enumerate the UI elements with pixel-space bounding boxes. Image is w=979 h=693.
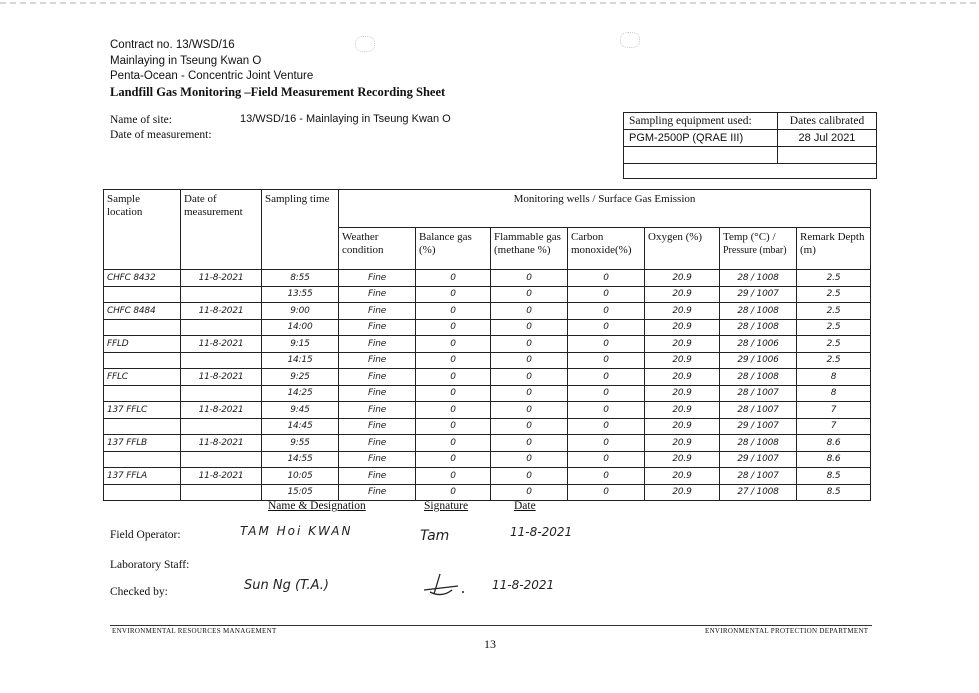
cell-weather: Fine <box>339 484 416 501</box>
cell-temp-pressure: 29 / 1007 <box>720 418 797 435</box>
cell-oxygen: 20.9 <box>645 286 720 303</box>
lab-staff-label: Laboratory Staff: <box>110 559 190 571</box>
table-row <box>104 435 871 452</box>
cell-temp-pressure: 28 / 1008 <box>720 319 797 336</box>
cell-remark-depth: 8.6 <box>797 451 871 468</box>
cell-weather: Fine <box>339 435 416 452</box>
col-temp-pressure <box>720 228 797 270</box>
cell-time: 15:05 <box>262 484 339 501</box>
cell-time: 8:55 <box>262 270 339 287</box>
cell-carbon-monoxide: 0 <box>568 418 645 435</box>
cell-remark-depth: 2.5 <box>797 319 871 336</box>
cell-temp-pressure: 28 / 1007 <box>720 402 797 419</box>
table-row <box>104 270 871 287</box>
cell-remark-depth: 2.5 <box>797 286 871 303</box>
cell-sample-location: CHFC 8432 <box>104 270 181 287</box>
cell-oxygen: 20.9 <box>645 303 720 320</box>
cell-date: 11-8-2021 <box>181 435 262 452</box>
cell-balance-gas: 0 <box>416 484 491 501</box>
col-weather: Weather condition <box>339 228 416 270</box>
equipment-header: Sampling equipment used: <box>624 113 778 130</box>
cell-sample-location <box>104 385 181 402</box>
cell-time: 13:55 <box>262 286 339 303</box>
cell-oxygen: 20.9 <box>645 336 720 353</box>
cell-sample-location: CHFC 8484 <box>104 303 181 320</box>
cell-temp-pressure: 29 / 1007 <box>720 286 797 303</box>
table-row <box>104 286 871 303</box>
cell-balance-gas: 0 <box>416 385 491 402</box>
cell-weather: Fine <box>339 319 416 336</box>
cell-remark-depth: 2.5 <box>797 352 871 369</box>
field-operator-name: TAM Hoi KWAN <box>240 524 353 538</box>
cell-date: 11-8-2021 <box>181 303 262 320</box>
date-of-measurement-label: Date of measurement: <box>110 129 212 141</box>
cell-sample-location <box>104 418 181 435</box>
cell-oxygen: 20.9 <box>645 385 720 402</box>
cell-date: 11-8-2021 <box>181 270 262 287</box>
cell-carbon-monoxide: 0 <box>568 435 645 452</box>
col-remark-depth: Remark Depth (m) <box>797 228 871 270</box>
field-operator-date: 11-8-2021 <box>510 525 573 539</box>
document-header <box>110 38 445 100</box>
cell-flammable-gas: 0 <box>491 468 568 485</box>
cell-date: 11-8-2021 <box>181 402 262 419</box>
col-temp-label: Temp (°C) / <box>723 231 776 243</box>
cell-carbon-monoxide: 0 <box>568 270 645 287</box>
signature-mark-icon <box>418 570 466 600</box>
cell-date <box>181 418 262 435</box>
cell-flammable-gas: 0 <box>491 303 568 320</box>
equipment-empty-cell <box>624 147 778 164</box>
cell-oxygen: 20.9 <box>645 435 720 452</box>
cell-remark-depth: 8 <box>797 385 871 402</box>
cell-sample-location <box>104 286 181 303</box>
col-pressure-label: Pressure (mbar) <box>723 245 787 256</box>
cell-date: 11-8-2021 <box>181 369 262 386</box>
cell-date <box>181 385 262 402</box>
calibration-header: Dates calibrated <box>778 113 877 130</box>
cell-remark-depth: 8 <box>797 369 871 386</box>
cell-oxygen: 20.9 <box>645 418 720 435</box>
cell-date <box>181 286 262 303</box>
table-row <box>104 451 871 468</box>
cell-balance-gas: 0 <box>416 468 491 485</box>
checked-by-label: Checked by: <box>110 586 168 598</box>
cell-date <box>181 352 262 369</box>
cell-flammable-gas: 0 <box>491 484 568 501</box>
cell-weather: Fine <box>339 369 416 386</box>
table-row <box>104 484 871 501</box>
cell-weather: Fine <box>339 336 416 353</box>
cell-balance-gas: 0 <box>416 418 491 435</box>
table-row <box>104 352 871 369</box>
cell-balance-gas: 0 <box>416 319 491 336</box>
cell-weather: Fine <box>339 270 416 287</box>
cell-sample-location <box>104 352 181 369</box>
cell-sample-location <box>104 451 181 468</box>
contract-number: Contract no. 13/WSD/16 <box>110 39 235 51</box>
cell-flammable-gas: 0 <box>491 435 568 452</box>
cell-time: 14:45 <box>262 418 339 435</box>
cell-flammable-gas: 0 <box>491 336 568 353</box>
cell-temp-pressure: 29 / 1006 <box>720 352 797 369</box>
cell-time: 9:00 <box>262 303 339 320</box>
footer-right: ENVIRONMENTAL PROTECTION DEPARTMENT <box>705 627 869 635</box>
equipment-value: PGM-2500P (QRAE III) <box>624 130 778 147</box>
cell-flammable-gas: 0 <box>491 369 568 386</box>
cell-weather: Fine <box>339 468 416 485</box>
cell-oxygen: 20.9 <box>645 468 720 485</box>
cell-carbon-monoxide: 0 <box>568 286 645 303</box>
cell-temp-pressure: 28 / 1008 <box>720 369 797 386</box>
equipment-table <box>623 112 877 179</box>
cell-time: 9:55 <box>262 435 339 452</box>
col-carbon-monoxide: Carbon monoxide(%) <box>568 228 645 270</box>
cell-flammable-gas: 0 <box>491 402 568 419</box>
footer-rule <box>110 625 872 626</box>
cell-remark-depth: 2.5 <box>797 270 871 287</box>
field-operator-label: Field Operator: <box>110 529 181 541</box>
checked-by-name: Sun Ng (T.A.) <box>244 578 329 593</box>
cell-carbon-monoxide: 0 <box>568 451 645 468</box>
cell-sample-location <box>104 484 181 501</box>
table-row <box>104 336 871 353</box>
cell-carbon-monoxide: 0 <box>568 402 645 419</box>
cell-remark-depth: 8.6 <box>797 435 871 452</box>
signoff-col-signature: Signature <box>424 500 469 512</box>
cell-temp-pressure: 28 / 1007 <box>720 468 797 485</box>
calibration-value: 28 Jul 2021 <box>778 130 877 147</box>
cell-flammable-gas: 0 <box>491 418 568 435</box>
cell-temp-pressure: 28 / 1008 <box>720 270 797 287</box>
cell-sample-location: FFLC <box>104 369 181 386</box>
cell-date: 11-8-2021 <box>181 468 262 485</box>
cell-flammable-gas: 0 <box>491 352 568 369</box>
checked-by-signature <box>418 570 466 605</box>
cell-date <box>181 451 262 468</box>
cell-weather: Fine <box>339 385 416 402</box>
cell-sample-location: 137 FFLA <box>104 468 181 485</box>
cell-balance-gas: 0 <box>416 336 491 353</box>
table-row <box>104 468 871 485</box>
cell-remark-depth: 8.5 <box>797 468 871 485</box>
cell-temp-pressure: 27 / 1008 <box>720 484 797 501</box>
cell-remark-depth: 8.5 <box>797 484 871 501</box>
project-name: Mainlaying in Tseung Kwan O <box>110 54 262 67</box>
cell-weather: Fine <box>339 451 416 468</box>
cell-time: 14:25 <box>262 385 339 402</box>
col-sample-location: Sample location <box>104 190 181 270</box>
site-name-label: Name of site: <box>110 114 172 126</box>
table-row <box>104 319 871 336</box>
sheet-title: Landfill Gas Monitoring –Field Measurement Recording Sheet <box>110 84 446 99</box>
cell-carbon-monoxide: 0 <box>568 369 645 386</box>
checked-by-date: 11-8-2021 <box>492 578 555 592</box>
cell-balance-gas: 0 <box>416 451 491 468</box>
col-group-monitoring: Monitoring wells / Surface Gas Emission <box>339 190 871 228</box>
cell-temp-pressure: 28 / 1008 <box>720 303 797 320</box>
cell-carbon-monoxide: 0 <box>568 303 645 320</box>
cell-oxygen: 20.9 <box>645 369 720 386</box>
equipment-empty-cell <box>624 164 877 179</box>
cell-temp-pressure: 29 / 1007 <box>720 451 797 468</box>
cell-oxygen: 20.9 <box>645 484 720 501</box>
col-date: Date of measurement <box>181 190 262 270</box>
measurement-table <box>103 189 871 501</box>
equipment-empty-cell <box>778 147 877 164</box>
table-row <box>104 303 871 320</box>
page-number: 13 <box>484 637 496 651</box>
cell-balance-gas: 0 <box>416 303 491 320</box>
table-row <box>104 418 871 435</box>
cell-sample-location: FFLD <box>104 336 181 353</box>
table-row <box>104 369 871 386</box>
cell-balance-gas: 0 <box>416 286 491 303</box>
cell-carbon-monoxide: 0 <box>568 484 645 501</box>
cell-flammable-gas: 0 <box>491 319 568 336</box>
cell-time: 9:45 <box>262 402 339 419</box>
cell-time: 9:15 <box>262 336 339 353</box>
contractor-name: Penta-Ocean - Concentric Joint Venture <box>110 70 314 82</box>
col-time: Sampling time <box>262 190 339 270</box>
cell-oxygen: 20.9 <box>645 319 720 336</box>
cell-temp-pressure: 28 / 1008 <box>720 435 797 452</box>
cell-remark-depth: 2.5 <box>797 336 871 353</box>
cell-weather: Fine <box>339 402 416 419</box>
cell-sample-location: 137 FFLB <box>104 435 181 452</box>
cell-carbon-monoxide: 0 <box>568 468 645 485</box>
cell-date: 11-8-2021 <box>181 336 262 353</box>
cell-temp-pressure: 28 / 1007 <box>720 385 797 402</box>
table-row <box>104 402 871 419</box>
site-name-value: 13/WSD/16 - Mainlaying in Tseung Kwan O <box>240 113 451 125</box>
col-oxygen: Oxygen (%) <box>645 228 720 270</box>
cell-balance-gas: 0 <box>416 369 491 386</box>
cell-weather: Fine <box>339 418 416 435</box>
cell-flammable-gas: 0 <box>491 270 568 287</box>
cell-date <box>181 484 262 501</box>
cell-sample-location: 137 FFLC <box>104 402 181 419</box>
cell-remark-depth: 7 <box>797 418 871 435</box>
cell-oxygen: 20.9 <box>645 402 720 419</box>
field-operator-signature: Tam <box>420 528 450 544</box>
scan-speck <box>620 32 640 48</box>
cell-weather: Fine <box>339 286 416 303</box>
cell-flammable-gas: 0 <box>491 286 568 303</box>
site-info <box>110 113 212 143</box>
cell-flammable-gas: 0 <box>491 451 568 468</box>
cell-time: 14:55 <box>262 451 339 468</box>
cell-balance-gas: 0 <box>416 270 491 287</box>
cell-time: 14:15 <box>262 352 339 369</box>
cell-balance-gas: 0 <box>416 352 491 369</box>
footer-left: ENVIRONMENTAL RESOURCES MANAGEMENT <box>112 627 277 635</box>
signoff-col-name: Name & Designation <box>268 500 366 512</box>
cell-balance-gas: 0 <box>416 435 491 452</box>
cell-oxygen: 20.9 <box>645 270 720 287</box>
cell-weather: Fine <box>339 303 416 320</box>
cell-temp-pressure: 28 / 1006 <box>720 336 797 353</box>
cell-balance-gas: 0 <box>416 402 491 419</box>
cell-remark-depth: 2.5 <box>797 303 871 320</box>
cell-date <box>181 319 262 336</box>
cell-sample-location <box>104 319 181 336</box>
cell-weather: Fine <box>339 352 416 369</box>
scan-artifact-line <box>0 2 979 4</box>
cell-carbon-monoxide: 0 <box>568 319 645 336</box>
cell-oxygen: 20.9 <box>645 451 720 468</box>
cell-carbon-monoxide: 0 <box>568 385 645 402</box>
table-row <box>104 385 871 402</box>
cell-time: 10:05 <box>262 468 339 485</box>
col-balance-gas: Balance gas (%) <box>416 228 491 270</box>
cell-carbon-monoxide: 0 <box>568 336 645 353</box>
cell-time: 14:00 <box>262 319 339 336</box>
cell-flammable-gas: 0 <box>491 385 568 402</box>
cell-carbon-monoxide: 0 <box>568 352 645 369</box>
col-flammable-gas: Flammable gas (methane %) <box>491 228 568 270</box>
cell-oxygen: 20.9 <box>645 352 720 369</box>
cell-remark-depth: 7 <box>797 402 871 419</box>
cell-time: 9:25 <box>262 369 339 386</box>
signoff-col-date: Date <box>514 500 536 512</box>
